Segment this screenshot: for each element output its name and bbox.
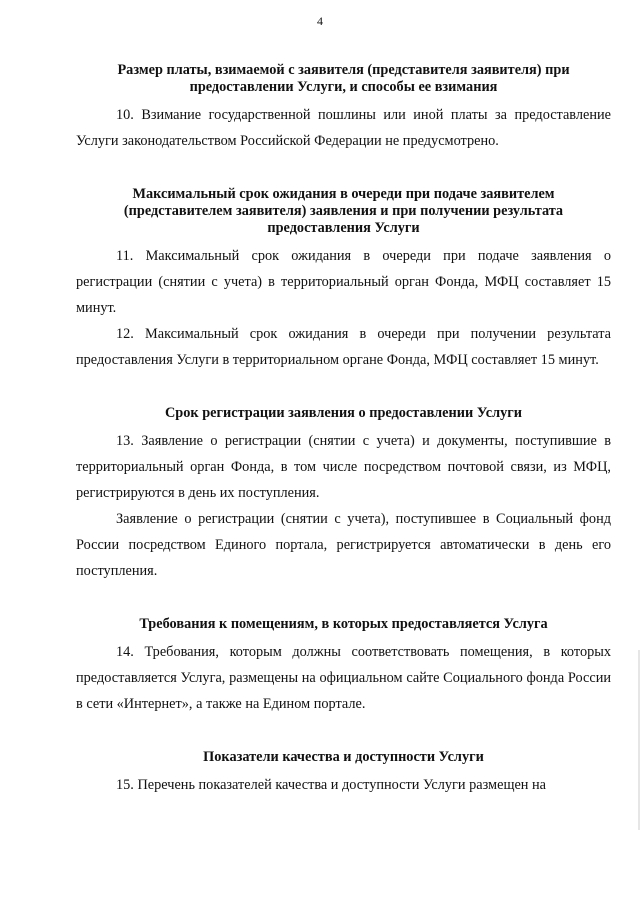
paragraph-11: 11. Максимальный срок ожидания в очереди при подаче заявления о регистрации (снятии с учета) в территориальный орган Фонда, МФЦ составляет 15 минут.	[76, 248, 611, 316]
paragraph-12: 12. Максимальный срок ожидания в очереди при получении результата предоставления Услуги в территориальном органе Фонда, МФЦ составляет 15 минут.	[76, 326, 611, 368]
heading-line: Требования к помещениям, в которых предоставляется Услуга	[139, 616, 548, 632]
heading-line: Срок регистрации заявления о предоставлении Услуги	[164, 405, 523, 421]
page-number: 4	[317, 14, 323, 28]
paragraph-14: 14. Требования, которым должны соответствовать помещения, в которых предоставляется Услуга, размещены на официальном сайте Социального фонда России в сети «Интернет», а также на Едином портале.	[76, 644, 611, 712]
section-heading	[76, 749, 611, 766]
section-heading	[76, 62, 611, 96]
section-payment	[76, 62, 611, 154]
heading-line: (представителем заявителя) заявления и при получении результата	[123, 203, 564, 219]
paragraph-13-continued: Заявление о регистрации (снятии с учета), поступившее в Социальный фонд России посредством Единого портала, регистрируется автоматически в день его поступления.	[76, 511, 611, 579]
section-heading	[76, 405, 611, 422]
heading-line: предоставлении Услуги, и способы ее взимания	[189, 79, 498, 95]
heading-line: Размер платы, взимаемой с заявителя (представителя заявителя) при	[117, 62, 570, 78]
paragraph-10: 10. Взимание государственной пошлины или иной платы за предоставление Услуги законодательством Российской Федерации не предусмотрено.	[76, 107, 611, 149]
section-premises	[76, 616, 611, 717]
paragraph-15: 15. Перечень показателей качества и доступности Услуги размещен на	[116, 777, 547, 793]
section-registration-term	[76, 405, 611, 584]
document-body	[76, 62, 611, 798]
section-queue-time	[76, 186, 611, 373]
section-heading	[76, 616, 611, 633]
heading-line: предоставления Услуги	[267, 220, 420, 236]
section-quality	[76, 749, 611, 798]
heading-line: Максимальный срок ожидания в очереди при подаче заявителем	[132, 186, 555, 202]
heading-line: Показатели качества и доступности Услуги	[203, 749, 484, 765]
section-heading	[76, 186, 611, 237]
paragraph-13: 13. Заявление о регистрации (снятии с учета) и документы, поступившие в территориальный орган Фонда, в том числе посредством почтовой связи, из МФЦ, регистрируются в день их поступления.	[76, 433, 611, 501]
